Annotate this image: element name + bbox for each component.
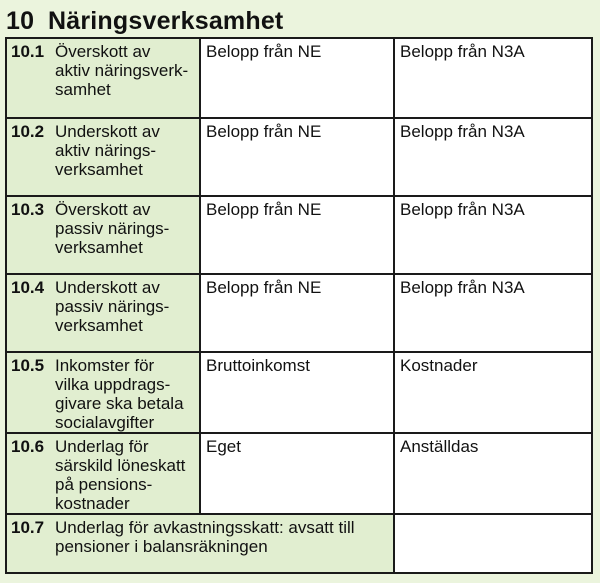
row-label: Underskott av aktiv närings- verksamhet xyxy=(55,122,160,179)
row-label-cell xyxy=(6,433,200,514)
row-label: Underskott av passiv närings- verksamhet xyxy=(55,278,170,335)
costs-field[interactable] xyxy=(394,352,592,433)
form-row-10-2 xyxy=(6,118,592,196)
field-caption: Belopp från NE xyxy=(206,200,322,219)
row-label: Underlag för avkastningsskatt: avsatt till pensioner i balansräkningen xyxy=(55,518,355,556)
form-row-10-7 xyxy=(6,514,592,573)
row-label-cell xyxy=(6,274,200,352)
field-caption: Belopp från N3A xyxy=(400,42,525,61)
form-row-10-3 xyxy=(6,196,592,274)
row-label-cell xyxy=(6,514,394,573)
row-number: 10.3 xyxy=(11,200,45,219)
amount-field-n3a[interactable] xyxy=(394,118,592,196)
row-number: 10.5 xyxy=(11,356,45,375)
row-label-cell xyxy=(6,352,200,433)
amount-field-n3a[interactable] xyxy=(394,196,592,274)
amount-field-n3a[interactable] xyxy=(394,274,592,352)
form-row-10-4 xyxy=(6,274,592,352)
form-row-10-5 xyxy=(6,352,592,433)
row-label: Underlag för särskild löneskatt på pensions- kostnader xyxy=(55,437,186,513)
row-number: 10.1 xyxy=(11,42,45,61)
own-pension-field[interactable] xyxy=(200,433,394,514)
pension-provision-field[interactable] xyxy=(394,514,592,573)
income-form-table xyxy=(5,37,593,574)
field-caption: Belopp från NE xyxy=(206,42,322,61)
field-caption: Anställdas xyxy=(400,437,479,456)
field-caption: Kostnader xyxy=(400,356,478,375)
field-caption: Belopp från N3A xyxy=(400,278,525,297)
amount-field-ne[interactable] xyxy=(200,38,394,118)
field-caption: Belopp från NE xyxy=(206,122,322,141)
form-row-10-1 xyxy=(6,38,592,118)
row-label: Överskott av aktiv näringsverk- samhet xyxy=(55,42,189,99)
section-number: 10 xyxy=(6,7,35,35)
row-number: 10.7 xyxy=(11,518,45,537)
amount-field-n3a[interactable] xyxy=(394,38,592,118)
row-label: Inkomster för vilka uppdrags- givare ska betala socialavgifter xyxy=(55,356,184,432)
row-label-cell xyxy=(6,196,200,274)
amount-field-ne[interactable] xyxy=(200,118,394,196)
section-heading xyxy=(6,6,283,36)
field-caption: Belopp från N3A xyxy=(400,122,525,141)
field-caption: Bruttoinkomst xyxy=(206,356,310,375)
row-label-cell xyxy=(6,38,200,118)
row-number: 10.4 xyxy=(11,278,45,297)
amount-field-ne[interactable] xyxy=(200,274,394,352)
form-row-10-6 xyxy=(6,433,592,514)
row-number: 10.2 xyxy=(11,122,45,141)
section-title: Näringsverksamhet xyxy=(48,7,284,35)
row-label: Överskott av passiv närings- verksamhet xyxy=(55,200,170,257)
row-number: 10.6 xyxy=(11,437,45,456)
row-label-cell xyxy=(6,118,200,196)
gross-income-field[interactable] xyxy=(200,352,394,433)
amount-field-ne[interactable] xyxy=(200,196,394,274)
employees-pension-field[interactable] xyxy=(394,433,592,514)
field-caption: Belopp från N3A xyxy=(400,200,525,219)
field-caption: Belopp från NE xyxy=(206,278,322,297)
field-caption: Eget xyxy=(206,437,241,456)
field-caption xyxy=(395,515,591,518)
